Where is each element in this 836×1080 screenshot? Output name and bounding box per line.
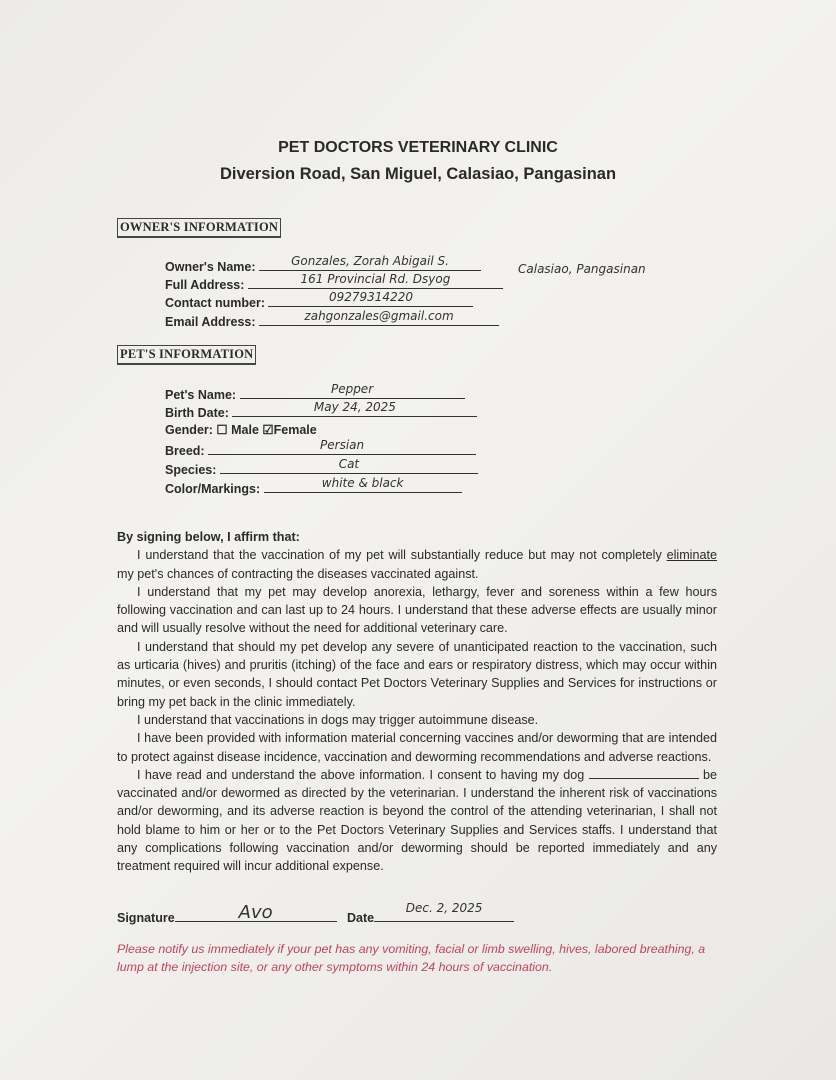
owner-name-label: Owner's Name: <box>165 260 256 274</box>
email-field[interactable] <box>165 309 499 329</box>
clinic-address: Diversion Road, San Miguel, Calasiao, Pangasinan <box>219 165 617 183</box>
color-value: white & black <box>321 476 404 490</box>
date-value: Dec. 2, 2025 <box>405 901 483 915</box>
species-value: Cat <box>338 457 360 471</box>
address-label: Full Address: <box>165 278 245 292</box>
gender-field <box>165 422 317 437</box>
species-field[interactable] <box>165 457 478 477</box>
female-label: Female <box>273 423 317 437</box>
owner-name-value: Gonzales, Zorah Abigail S. <box>291 254 449 268</box>
birth-date-value: May 24, 2025 <box>313 400 396 414</box>
email-value: zahgonzales@gmail.com <box>304 309 454 323</box>
breed-field[interactable] <box>165 438 476 458</box>
pet-section-title: PET'S INFORMATION <box>117 345 256 365</box>
color-label: Color/Markings: <box>165 482 261 496</box>
contact-value: 09279314220 <box>328 290 413 304</box>
dog-name-blank[interactable] <box>589 768 699 779</box>
signature-label: Signature <box>117 911 175 925</box>
contact-field[interactable] <box>165 290 473 310</box>
affirm-p3: I understand that should my pet develop any severe of unanticipated reaction to the vaccination, such as urticaria (hives) and pruritis (itching) of the face and ears or respiratory distress, which may occur within minutes, or even seconds, I should contact Pet Doctors Veterinary Supplies and Services for instructions or bring my pet back in the clinic immediately. <box>117 639 717 709</box>
female-checkbox[interactable]: ☑ <box>262 423 274 437</box>
affirm-p2: I understand that my pet may develop anorexia, lethargy, fever and soreness within a few hours following vaccination and can last up to 24 hours. I understand that these adverse effects are usually minor and will usually resolve without the need for additional veterinary care. <box>117 584 717 636</box>
gender-label: Gender: <box>165 423 213 437</box>
pet-name-value: Pepper <box>330 382 374 396</box>
address-overflow: Calasiao, Pangasinan <box>518 262 646 276</box>
affirm-p6: I have read and understand the above information. I consent to having my dog be vaccinated and/or dewormed as directed by the veterinarian. I understand the inherent risk of vaccinations and/or deworming, and its adverse reaction is beyond the control of the attending veterinarian, I shall not hold blame to him or her or to the Pet Doctors Veterinary Supplies and Services staffs. I understand that any complications following vaccination and/or deworming should be reported immediately and any treatment required will incur additional expense. <box>117 767 718 874</box>
affirm-lead: By signing below, I affirm that: <box>117 530 300 544</box>
notice-text: Please notify us immediately if your pet has any vomiting, facial or limb swelling, hives, labored breathing, a lump at the injection site, or any other symptoms within 24 hours of vaccination. <box>117 942 706 974</box>
date-label: Date <box>347 911 375 925</box>
species-label: Species: <box>165 463 217 477</box>
owner-section-title: OWNER'S INFORMATION <box>117 218 281 238</box>
email-label: Email Address: <box>165 315 256 329</box>
color-field[interactable] <box>165 476 462 496</box>
breed-value: Persian <box>320 438 365 452</box>
signature-mark: Avo <box>238 902 273 923</box>
address-value: 161 Provincial Rd. Dsyog <box>300 272 451 286</box>
affirm-p5: I have been provided with information material concerning vaccines and/or deworming that are intended to protect against disease incidence, vaccination and deworming recommendations and adverse reactions. <box>117 731 717 764</box>
birth-date-field[interactable] <box>165 400 477 420</box>
affirm-p1: I understand that the vaccination of my pet will substantially reduce but may not completely eliminate my pet's chances of contracting the diseases vaccinated against. <box>117 548 717 581</box>
breed-label: Breed: <box>165 444 205 458</box>
affirm-p4: I understand that vaccinations in dogs may trigger autoimmune disease. <box>137 712 539 727</box>
contact-label: Contact number: <box>165 296 265 310</box>
male-label: Male <box>231 423 259 437</box>
signature-field[interactable] <box>117 902 337 925</box>
affirmation-text <box>117 528 717 876</box>
date-field[interactable] <box>347 901 514 925</box>
pet-name-label: Pet's Name: <box>165 388 237 402</box>
clinic-name: PET DOCTORS VETERINARY CLINIC <box>278 139 558 156</box>
male-checkbox[interactable]: ☐ <box>216 423 228 437</box>
birth-date-label: Birth Date: <box>165 406 229 420</box>
